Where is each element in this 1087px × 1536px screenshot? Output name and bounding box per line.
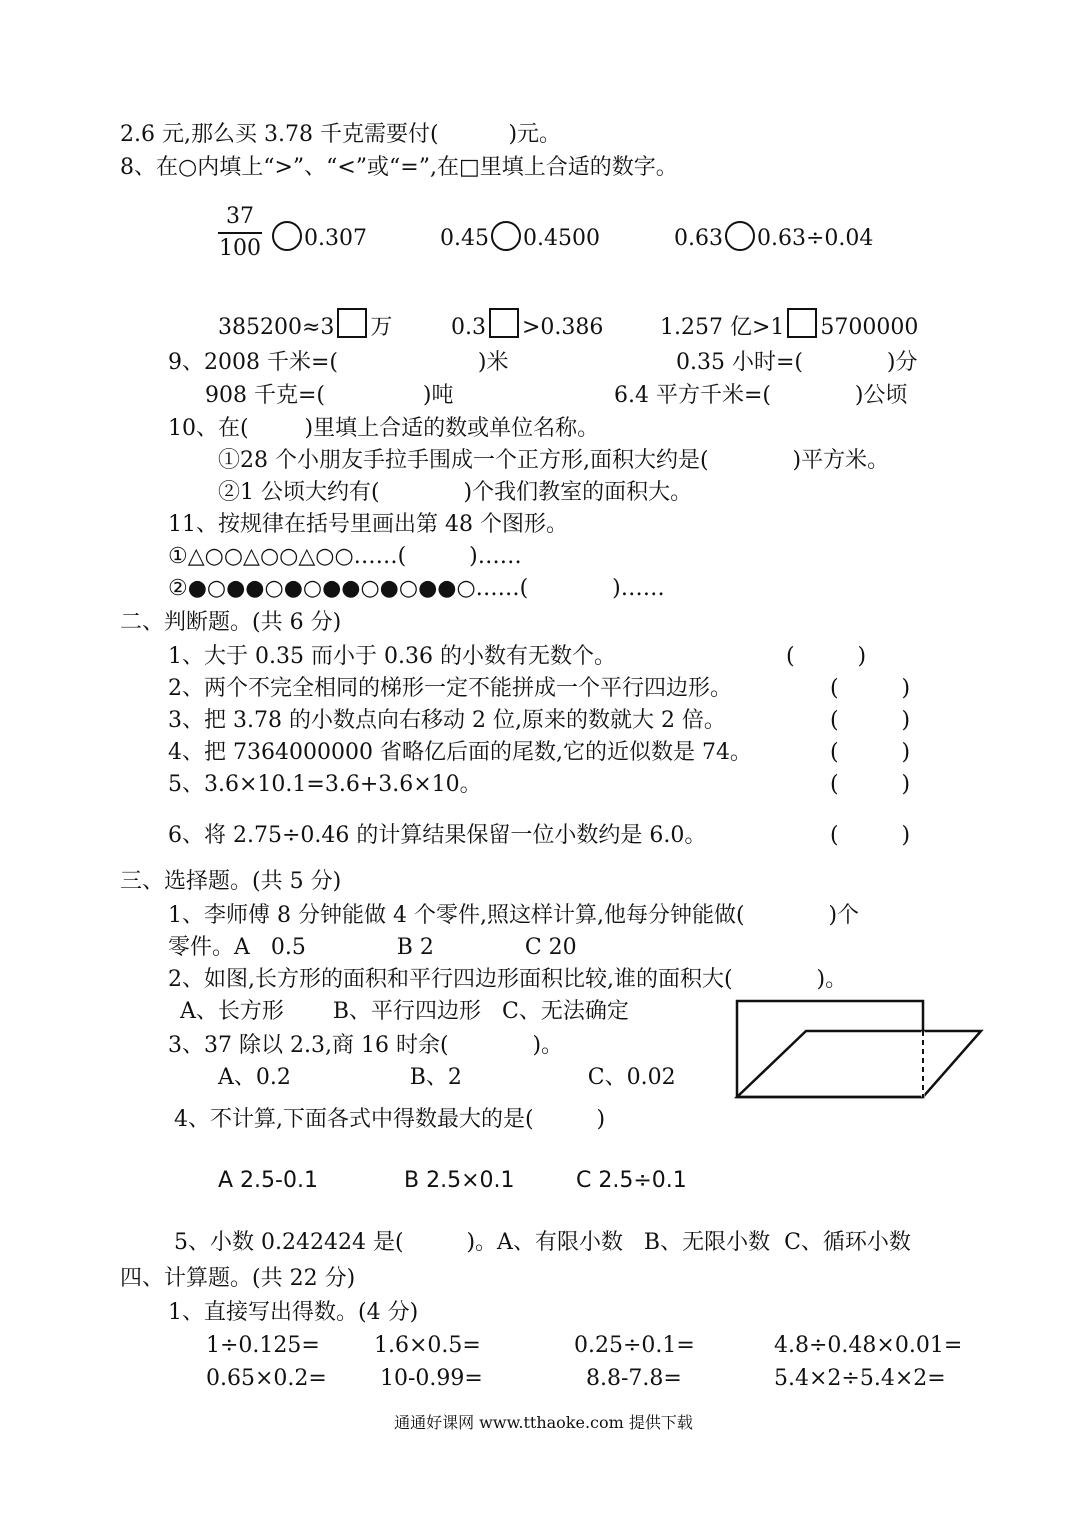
judge-item-6-paren[interactable]: ( ) — [830, 823, 911, 848]
judge-item-4: 4、把 7364000000 省略亿后面的尾数,它的近似数是 74。 — [168, 740, 752, 765]
choice-q4-option-b: B 2.5×0.1 — [404, 1168, 515, 1193]
judge-item-5: 5、3.6×10.1=3.6+3.6×10。 — [168, 772, 482, 797]
fraction-bar — [218, 232, 262, 234]
rectangle-shape — [737, 1001, 923, 1097]
q7-continuation: 2.6 元,那么买 3.78 千克需要付( )元。 — [120, 122, 562, 147]
fraction-denominator: 100 — [219, 236, 261, 261]
calc-item: 1.6×0.5= — [374, 1333, 481, 1358]
compare-row-1-item-1: 0.307 — [270, 221, 367, 253]
choice-q4-line: 4、不计算,下面各式中得数最大的是( ) — [174, 1107, 606, 1132]
judge-item-1-paren[interactable]: ( ) — [786, 644, 867, 669]
q8-title: 8、在○内填上“>”、“<”或“=”,在□里填上合适的数字。 — [120, 155, 678, 180]
page-footer: 通通好课网 www.tthaoke.com 提供下载 — [394, 1413, 693, 1432]
calc-item: 8.8-7.8= — [586, 1366, 682, 1391]
compare-circle-blank[interactable] — [272, 221, 302, 251]
choice-q3-line-2: A、0.2 B、2 C、0.02 — [218, 1065, 676, 1090]
judge-item-2-paren[interactable]: ( ) — [830, 676, 911, 701]
choice-q4-option-a: A 2.5-0.1 — [218, 1168, 318, 1193]
choice-q2-line-1: 2、如图,长方形的面积和平行四边形面积比较,谁的面积大( )。 — [168, 967, 848, 992]
compare-row-1-item-3: 0.63 0.63÷0.04 — [674, 221, 873, 253]
q9-part-b: 0.35 小时=( )分 — [676, 350, 918, 375]
compare-circle-blank[interactable] — [491, 221, 521, 251]
choice-q5-line: 5、小数 0.242424 是( )。A、有限小数 B、无限小数 C、循环小数 — [174, 1230, 911, 1255]
judge-item-3: 3、把 3.78 的小数点向右移动 2 位,原来的数就大 2 倍。 — [168, 708, 726, 733]
rectangle-parallelogram-figure — [730, 995, 985, 1103]
calc-item: 0.65×0.2= — [206, 1366, 327, 1391]
digit-box-blank[interactable] — [489, 308, 519, 338]
digit-box-blank[interactable] — [337, 308, 367, 338]
judge-item-1: 1、大于 0.35 而小于 0.36 的小数有无数个。 — [168, 644, 616, 669]
q9-part-a: 9、2008 千米=( )米 — [168, 350, 509, 375]
calc-item: 4.8÷0.48×0.01= — [774, 1333, 963, 1358]
fraction-numerator: 37 — [226, 204, 254, 229]
calc-item: 1÷0.125= — [206, 1333, 320, 1358]
judge-item-6: 6、将 2.75÷0.46 的计算结果保留一位小数约是 6.0。 — [168, 823, 707, 848]
q10-part-b: ②1 公顷大约有( )个我们教室的面积大。 — [218, 480, 693, 505]
choice-q1-line-2: 零件。A 0.5 B 2 C 20 — [168, 935, 577, 960]
q10-part-a: ①28 个小朋友手拉手围成一个正方形,面积大约是( )平方米。 — [218, 448, 890, 473]
q11-pattern-a: ①△○○△○○△○○……( )…… — [168, 544, 522, 569]
q9-part-c: 908 千克=( )吨 — [205, 383, 454, 408]
compare-circle-blank[interactable] — [725, 221, 755, 251]
choice-q3-line-1: 3、37 除以 2.3,商 16 时余( )。 — [168, 1033, 564, 1058]
calc-item: 5.4×2÷5.4×2= — [774, 1366, 946, 1391]
box-row-item-2: 0.3 >0.386 — [451, 308, 603, 342]
calc-item: 0.25÷0.1= — [574, 1333, 695, 1358]
choice-q4-option-c: C 2.5÷0.1 — [576, 1168, 687, 1193]
parallelogram-shape — [737, 1031, 981, 1097]
section-3-title: 三、选择题。(共 5 分) — [120, 869, 342, 894]
section-2-title: 二、判断题。(共 6 分) — [120, 610, 342, 635]
fraction-37-100 — [218, 204, 262, 262]
section-4-title: 四、计算题。(共 22 分) — [120, 1266, 356, 1291]
box-row-item-3: 1.257 亿>1 5700000 — [660, 308, 918, 342]
box-row-item-1: 385200≈3 万 — [218, 308, 392, 342]
judge-item-4-paren[interactable]: ( ) — [830, 740, 911, 765]
q10-title: 10、在( )里填上合适的数或单位名称。 — [168, 416, 600, 441]
choice-q2-line-2: A、长方形 B、平行四边形 C、无法确定 — [180, 999, 629, 1024]
judge-item-5-paren[interactable]: ( ) — [830, 772, 911, 797]
q11-title: 11、按规律在括号里画出第 48 个图形。 — [168, 512, 568, 537]
digit-box-blank[interactable] — [787, 308, 817, 338]
judge-item-2: 2、两个不完全相同的梯形一定不能拼成一个平行四边形。 — [168, 676, 732, 701]
judge-item-3-paren[interactable]: ( ) — [830, 708, 911, 733]
compare-row-1-item-2: 0.45 0.4500 — [440, 221, 600, 253]
choice-q1-line-1: 1、李师傅 8 分钟能做 4 个零件,照这样计算,他每分钟能做( )个 — [168, 903, 860, 928]
q11-pattern-b: ②●○●●○●○●●○●○●●○……( )…… — [168, 576, 665, 601]
q9-part-d: 6.4 平方千米=( )公顷 — [614, 383, 908, 408]
calc-item: 10-0.99= — [380, 1366, 483, 1391]
calc-sub-1-title: 1、直接写出得数。(4 分) — [168, 1300, 419, 1325]
